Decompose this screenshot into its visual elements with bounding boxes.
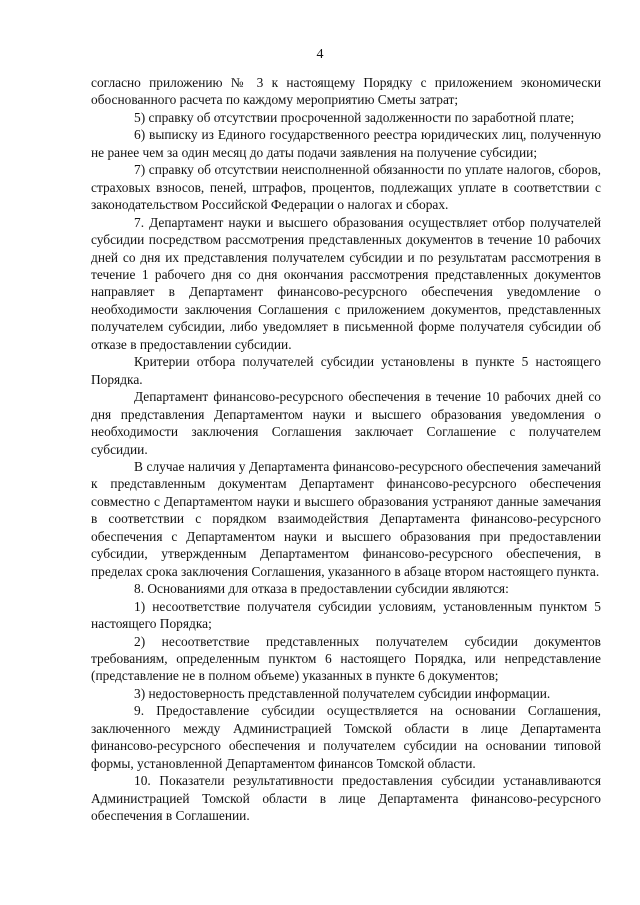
page-number: 4: [316, 47, 324, 62]
paragraph-refusal-2: 2) несоответствие представленных получателем субсидии документов требованиям, определенным пунктом 6 настоящего Порядка, или непредставление (представление не в полном объеме) указанных в пункте 6 документов;: [91, 633, 601, 684]
paragraph-item-6: 6) выписку из Единого государственного реестра юридических лиц, полученную не ранее чем за один месяц до даты подачи заявления на получение субсидии;: [91, 127, 601, 160]
paragraph-item-5: 5) справку об отсутствии просроченной задолженности по заработной плате;: [134, 109, 575, 125]
paragraph-item-7: 7) справку об отсутствии неисполненной обязанности по уплате налогов, сборов, страховых взносов, пеней, штрафов, процентов, подлежащих уплате в соответствии с законодательством Российской Федерации о налогах и сборах.: [91, 162, 601, 213]
paragraph-clause-10: 10. Показатели результативности предоставления субсидии устанавливаются Администрацией Томской области в лице Департамента финансово-ресурсного обеспечения в Соглашении.: [91, 773, 601, 824]
document-body: [91, 74, 601, 824]
paragraph-refusal-3: 3) недостоверность представленной получателем субсидии информации.: [134, 685, 551, 701]
paragraph-remarks: В случае наличия у Департамента финансово-ресурсного обеспечения замечаний к представленным документам Департамент финансово-ресурсного обеспечения совместно с Департаментом науки и высшего образования устраняют данные замечания в соответствии с порядком взаимодействия Департамента финансово-ресурсного обеспечения с Департаментом науки и высшего образования при предоставлении субсидии, утвержденным Департаментом финансово-ресурсного обеспечения, в пределах срока заключения Соглашения, указанного в абзаце втором настоящего пункта.: [91, 458, 601, 579]
paragraph-clause-7: 7. Департамент науки и высшего образования осуществляет отбор получателей субсидии посредством рассмотрения представленных документов в течение 10 рабочих дней со дня их представления получателем субсидии и по результатам рассмотрения в течение 1 рабочего дня со дня окончания рассмотрения представленных документов направляет в Департамент финансово-ресурсного обеспечения уведомление о необходимости заключения Соглашения с приложением документов, представленных получателем субсидии, либо уведомляет в письменной форме получателя субсидии об отказе в предоставлении субсидии.: [91, 214, 601, 352]
paragraph-clause-9: 9. Предоставление субсидии осуществляется на основании Соглашения, заключенного между Администрацией Томской области в лице Департамента финансово-ресурсного обеспечения и получателем субсидии на основании типовой формы, установленной Департаментом финансов Томской области.: [91, 703, 601, 771]
paragraph-refusal-1: 1) несоответствие получателя субсидии условиям, установленным пунктом 5 настоящего Порядка;: [91, 598, 601, 632]
paragraph-agreement: Департамент финансово-ресурсного обеспечения в течение 10 рабочих дней со дня представления Департаментом науки и высшего образования уведомления о необходимости заключения Соглашения заключает Соглашение с получателем субсидии.: [91, 389, 601, 457]
paragraph-criteria: Критерии отбора получателей субсидии установлены в пункте 5 настоящего Порядка.: [91, 354, 601, 387]
paragraph-continuation: согласно приложению № 3 к настоящему Порядку с приложением экономически обоснованного расчета по каждому мероприятию Сметы затрат;: [91, 75, 601, 108]
paragraph-clause-8: 8. Основаниями для отказа в предоставлении субсидии являются:: [134, 581, 509, 597]
